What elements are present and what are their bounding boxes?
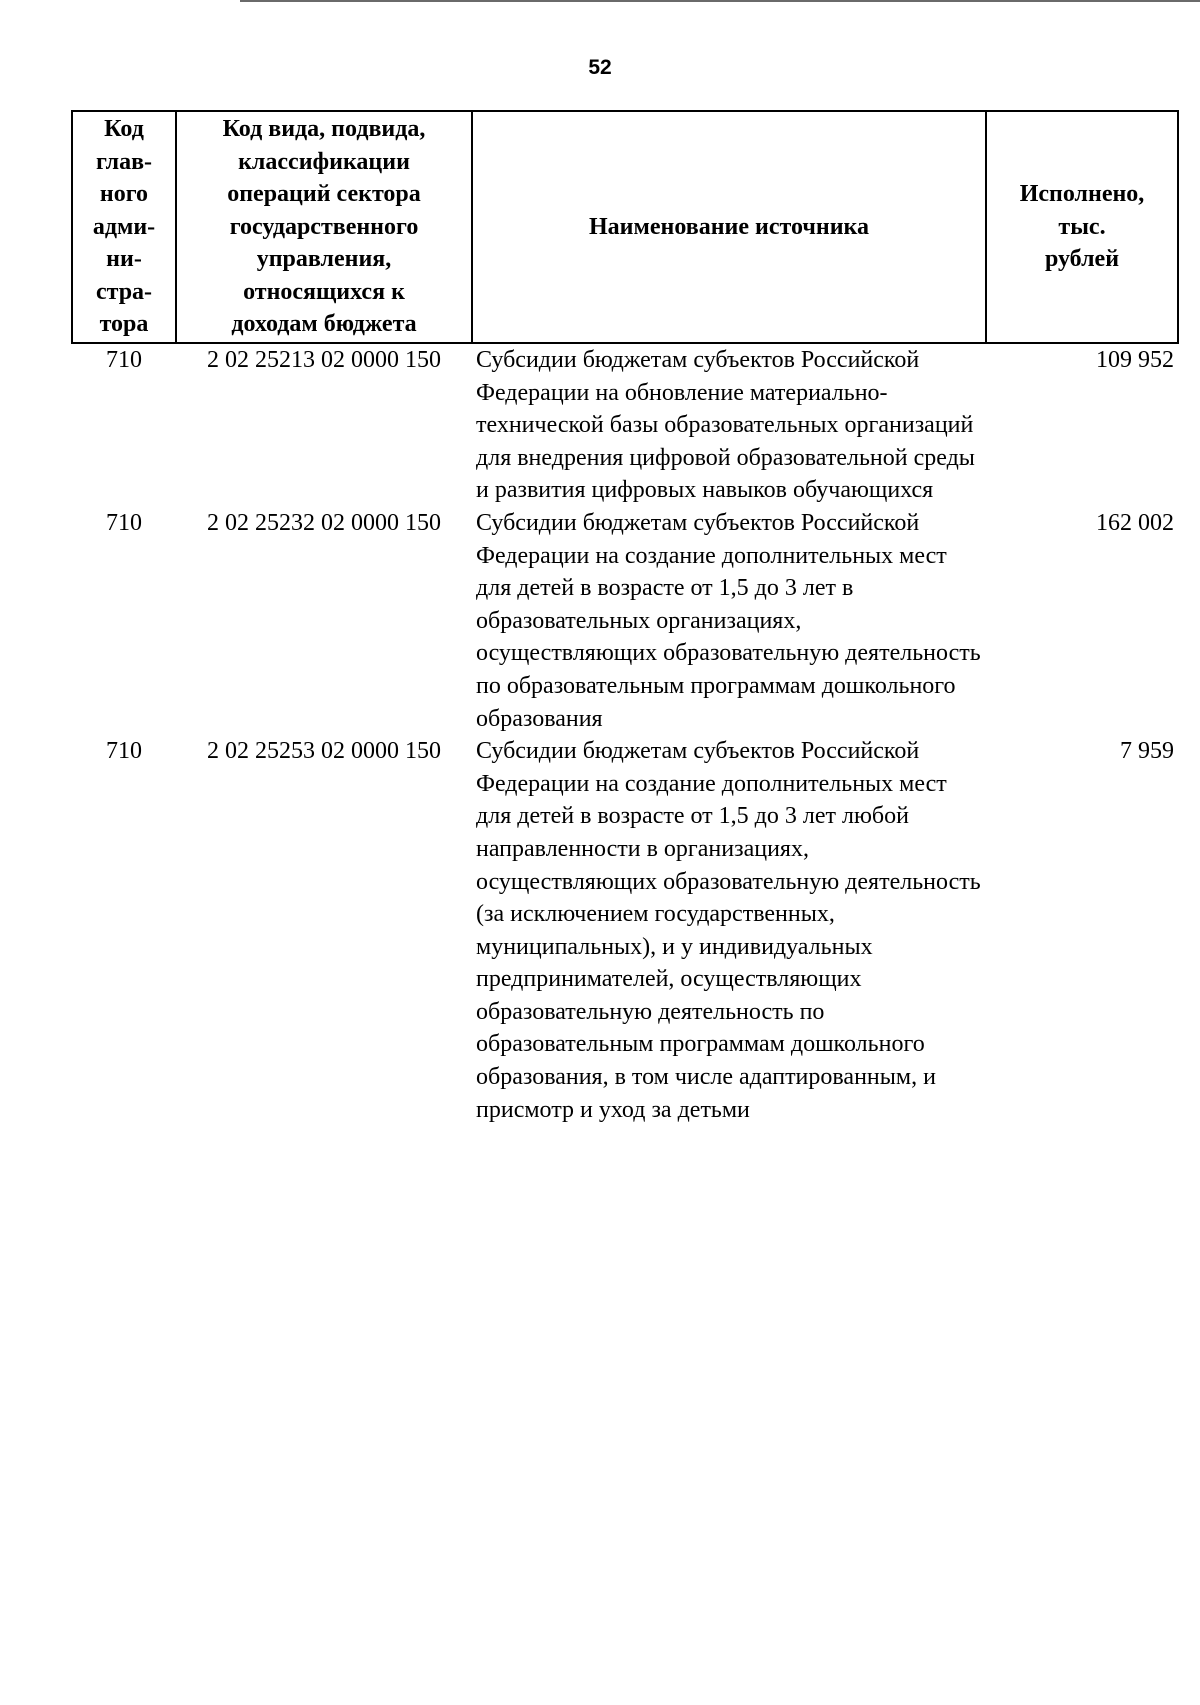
source-name-cell: Субсидии бюджетам субъектов Российской Федерации на создание дополнительных мест для детей в возрасте от 1,5 до 3 лет любой направленности в организациях, осуществляющих образовательную деятельность (за исключением государственных, муниципальных), и у индивидуальных предпринимателей, осуществляющих образовательную деятельность по образовательным программам дошкольного образования, в том числе адаптированным, и присмотр и уход за детьми (476, 738, 981, 1123)
header-executed: Исполнено, тыс. рублей (986, 111, 1178, 343)
page-number: 52 (588, 56, 612, 79)
type-code-cell: 2 02 25253 02 0000 150 (207, 738, 441, 765)
type-code-cell: 2 02 25213 02 0000 150 (207, 347, 441, 373)
header-type-code: Код вида, подвида, классификации операций сектора государственного управления, относящихся к доходам бюджета (176, 111, 472, 343)
budget-revenue-table (71, 110, 1179, 1126)
header-admin-code: Код глав- ного адми- ни- стра- тора (72, 111, 176, 343)
type-code-cell: 2 02 25232 02 0000 150 (207, 509, 441, 536)
table-row (72, 507, 1178, 735)
source-name-cell: Субсидии бюджетам субъектов Российской Федерации на создание дополнительных мест для детей в возрасте от 1,5 до 3 лет в образовательных организациях, осуществляющих образовательную деятельность по образовательным программам дошкольного образования (476, 509, 981, 732)
table-row (72, 735, 1178, 1126)
admin-code-cell: 710 (106, 738, 142, 765)
table-header-row (72, 111, 1178, 343)
table-row (72, 343, 1178, 507)
admin-code-cell: 710 (106, 347, 142, 373)
executed-amount-cell: 109 952 (1096, 347, 1174, 373)
executed-amount-cell: 7 959 (1120, 738, 1174, 765)
admin-code-cell: 710 (106, 509, 142, 536)
executed-amount-cell: 162 002 (1096, 509, 1174, 536)
header-source-name: Наименование источника (472, 111, 986, 343)
source-name-cell: Субсидии бюджетам субъектов Российской Федерации на обновление материально-технической базы образовательных организаций для внедрения цифровой образовательной среды и развития цифровых навыков обучающихся (476, 347, 975, 504)
budget-table-sheet (71, 110, 1177, 1126)
top-scan-rule (240, 0, 1200, 2)
